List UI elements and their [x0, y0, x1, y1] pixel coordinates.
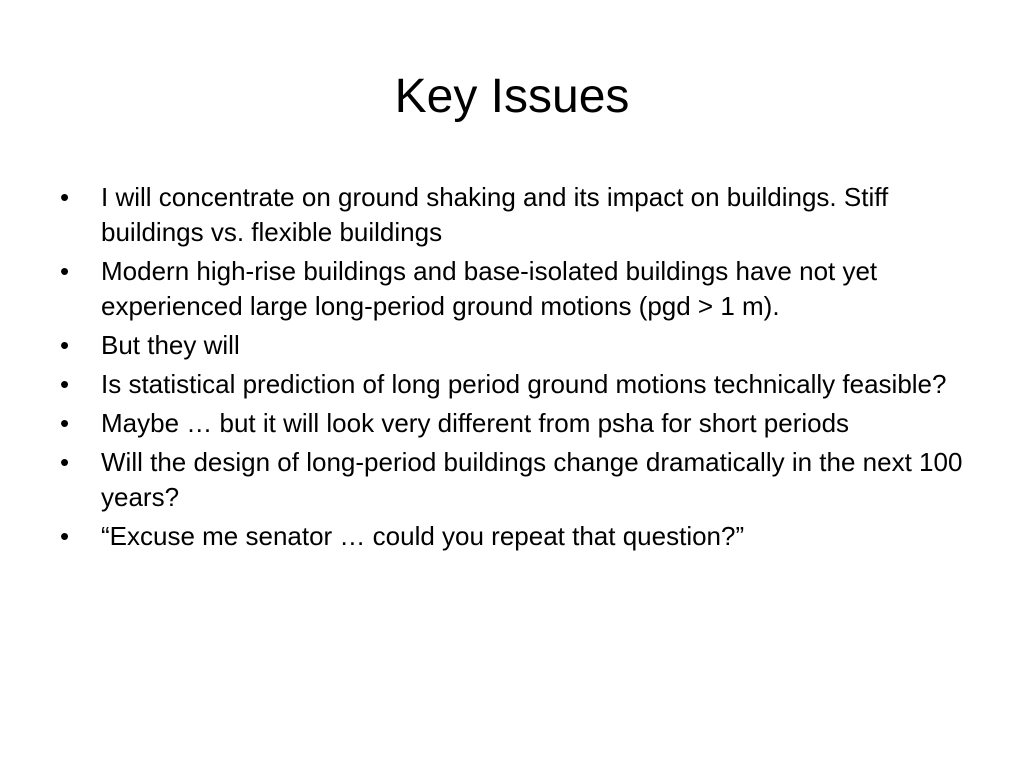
bullet-icon: •	[60, 182, 70, 212]
bullet-item	[56, 254, 976, 324]
bullet-icon: •	[60, 447, 70, 477]
bullet-item	[56, 180, 976, 250]
bullet-item	[56, 519, 976, 554]
bullet-icon: •	[60, 330, 70, 360]
bullet-text: Maybe … but it will look very different from psha for short periods	[101, 408, 850, 438]
bullet-list	[56, 180, 976, 558]
bullet-text: “Excuse me senator … could you repeat that question?”	[101, 521, 745, 551]
bullet-icon: •	[60, 256, 70, 286]
slide-title: Key Issues	[394, 70, 630, 123]
bullet-item	[56, 445, 976, 515]
bullet-text: Will the design of long-period buildings change dramatically in the next 100 years?	[101, 447, 963, 512]
bullet-icon: •	[60, 369, 70, 399]
bullet-icon: •	[60, 521, 70, 551]
bullet-item	[56, 328, 976, 363]
bullet-text: I will concentrate on ground shaking and its impact on buildings. Stiff buildings vs. flexible buildings	[101, 182, 889, 247]
bullet-icon: •	[60, 408, 70, 438]
bullet-item	[56, 406, 976, 441]
bullet-text: Modern high-rise buildings and base-isolated buildings have not yet experienced large long-period ground motions (pgd > 1 m).	[101, 256, 878, 321]
bullet-item	[56, 367, 976, 402]
bullet-text: Is statistical prediction of long period ground motions technically feasible?	[101, 369, 947, 399]
bullet-text: But they will	[101, 330, 240, 360]
